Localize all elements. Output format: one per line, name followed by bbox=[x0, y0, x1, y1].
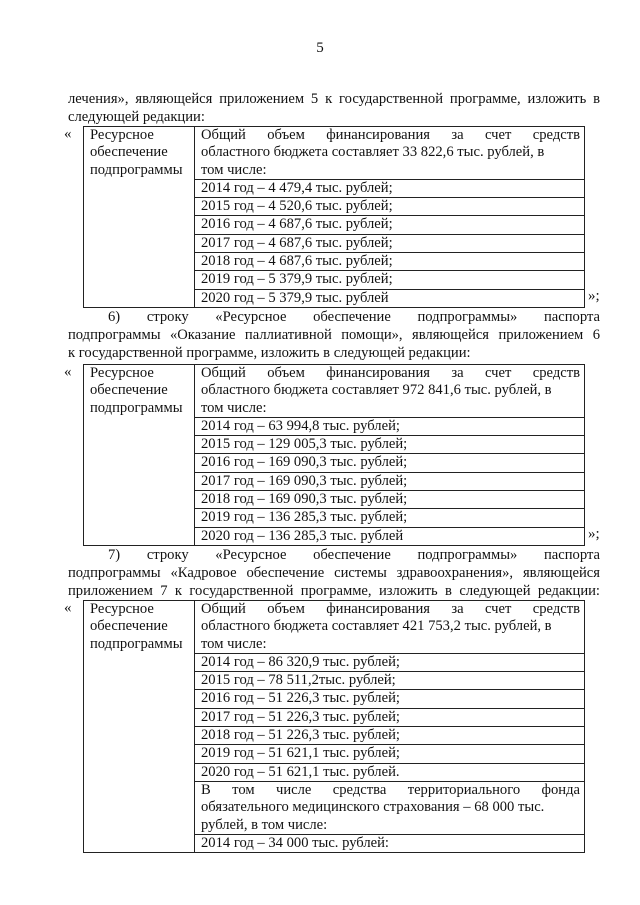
label-line: Ресурсное bbox=[90, 127, 154, 143]
content-line: Общий объем финансирования за счет средств bbox=[201, 365, 580, 381]
label-line: подпрограммы bbox=[90, 399, 183, 416]
year-line: 2016 год – 169 090,3 тыс. рублей; bbox=[195, 453, 584, 471]
year-line: 2019 год – 5 379,9 тыс. рублей; bbox=[195, 270, 584, 288]
year-line: 2015 год – 129 005,3 тыс. рублей; bbox=[195, 435, 584, 453]
year-line: 2020 год – 5 379,9 тыс. рублей bbox=[195, 289, 584, 307]
foms-line: обязательного медицинского страхования – 68 000 тыс. bbox=[201, 799, 545, 816]
year-line: 2017 год – 169 090,3 тыс. рублей; bbox=[195, 472, 584, 490]
closing-quote-1: »; bbox=[588, 288, 600, 304]
year-line: 2017 год – 4 687,6 тыс. рублей; bbox=[195, 234, 584, 252]
content-line: областного бюджета составляет 33 822,6 тыс. рублей, в bbox=[201, 144, 545, 161]
year-line: 2019 год – 51 621,1 тыс. рублей; bbox=[195, 744, 584, 762]
table-3-content-cell bbox=[195, 601, 585, 853]
year-line: 2020 год – 136 285,3 тыс. рублей bbox=[195, 527, 584, 545]
year-line: 2015 год – 78 511,2тыс. рублей; bbox=[195, 671, 584, 689]
label-line: Ресурсное bbox=[90, 365, 154, 381]
year-line: 2018 год – 169 090,3 тыс. рублей; bbox=[195, 490, 584, 508]
resource-table-3 bbox=[83, 600, 585, 853]
content-line: том числе: bbox=[201, 399, 267, 416]
content-line: том числе: bbox=[201, 161, 267, 178]
label-line: подпрограммы bbox=[90, 161, 183, 178]
opening-quote-3: « bbox=[64, 600, 72, 616]
year-line: 2015 год – 4 520,6 тыс. рублей; bbox=[195, 197, 584, 215]
intro-line-1: лечения», являющейся приложением 5 к государственной программе, изложить в bbox=[68, 91, 600, 107]
year-line: 2014 год – 63 994,8 тыс. рублей; bbox=[195, 417, 584, 435]
opening-quote-1: « bbox=[64, 126, 72, 142]
label-line: обеспечение bbox=[90, 144, 168, 161]
page-number: 5 bbox=[316, 40, 324, 56]
item-6-paragraph bbox=[68, 308, 600, 362]
content-line: областного бюджета составляет 972 841,6 тыс. рублей, в bbox=[201, 382, 552, 399]
year-line: 2018 год – 4 687,6 тыс. рублей; bbox=[195, 252, 584, 270]
resource-table-1 bbox=[83, 126, 585, 308]
foms-year-line: 2014 год – 34 000 тыс. рублей: bbox=[195, 834, 584, 852]
closing-quote-2: »; bbox=[588, 526, 600, 542]
year-line: 2019 год – 136 285,3 тыс. рублей; bbox=[195, 508, 584, 526]
item-7-line-2: подпрограммы «Кадровое обеспечение системы здравоохранения», являющейся bbox=[68, 565, 600, 581]
table-1-content-cell bbox=[195, 127, 585, 308]
foms-line: рублей, в том числе: bbox=[201, 816, 328, 833]
content-line: том числе: bbox=[201, 635, 267, 652]
year-line: 2014 год – 86 320,9 тыс. рублей; bbox=[195, 653, 584, 671]
year-line: 2017 год – 51 226,3 тыс. рублей; bbox=[195, 708, 584, 726]
item-7-line-3: приложением 7 к государственной программе, изложить в следующей редакции: bbox=[68, 583, 600, 599]
table-3-label-cell bbox=[84, 601, 195, 853]
content-line: Общий объем финансирования за счет средств bbox=[201, 127, 580, 143]
label-line: обеспечение bbox=[90, 618, 168, 635]
table-1-label-cell bbox=[84, 127, 195, 308]
year-line: 2018 год – 51 226,3 тыс. рублей; bbox=[195, 726, 584, 744]
resource-table-2 bbox=[83, 364, 585, 546]
content-line: областного бюджета составляет 421 753,2 тыс. рублей, в bbox=[201, 618, 552, 635]
intro-paragraph bbox=[68, 90, 600, 126]
year-line: 2016 год – 4 687,6 тыс. рублей; bbox=[195, 215, 584, 233]
item-6-line-3: к государственной программе, изложить в следующей редакции: bbox=[68, 345, 471, 361]
item-6-line-1: 6) строку «Ресурсное обеспечение подпрограммы» паспорта bbox=[108, 309, 600, 325]
year-line: 2014 год – 4 479,4 тыс. рублей; bbox=[195, 179, 584, 197]
table-2-content-cell bbox=[195, 365, 585, 546]
label-line: обеспечение bbox=[90, 382, 168, 399]
year-line: 2020 год – 51 621,1 тыс. рублей. bbox=[195, 763, 584, 781]
intro-line-2: следующей редакции: bbox=[68, 109, 205, 125]
item-7-paragraph bbox=[68, 546, 600, 600]
item-7-line-1: 7) строку «Ресурсное обеспечение подпрограммы» паспорта bbox=[108, 547, 600, 563]
label-line: подпрограммы bbox=[90, 635, 183, 652]
item-6-line-2: подпрограммы «Оказание паллиативной помощи», являющейся приложением 6 bbox=[68, 327, 600, 343]
foms-line: В том числе средства территориального фонда bbox=[195, 781, 584, 799]
table-2-label-cell bbox=[84, 365, 195, 546]
opening-quote-2: « bbox=[64, 364, 72, 380]
content-line: Общий объем финансирования за счет средств bbox=[201, 601, 580, 617]
label-line: Ресурсное bbox=[90, 601, 154, 617]
year-line: 2016 год – 51 226,3 тыс. рублей; bbox=[195, 689, 584, 707]
